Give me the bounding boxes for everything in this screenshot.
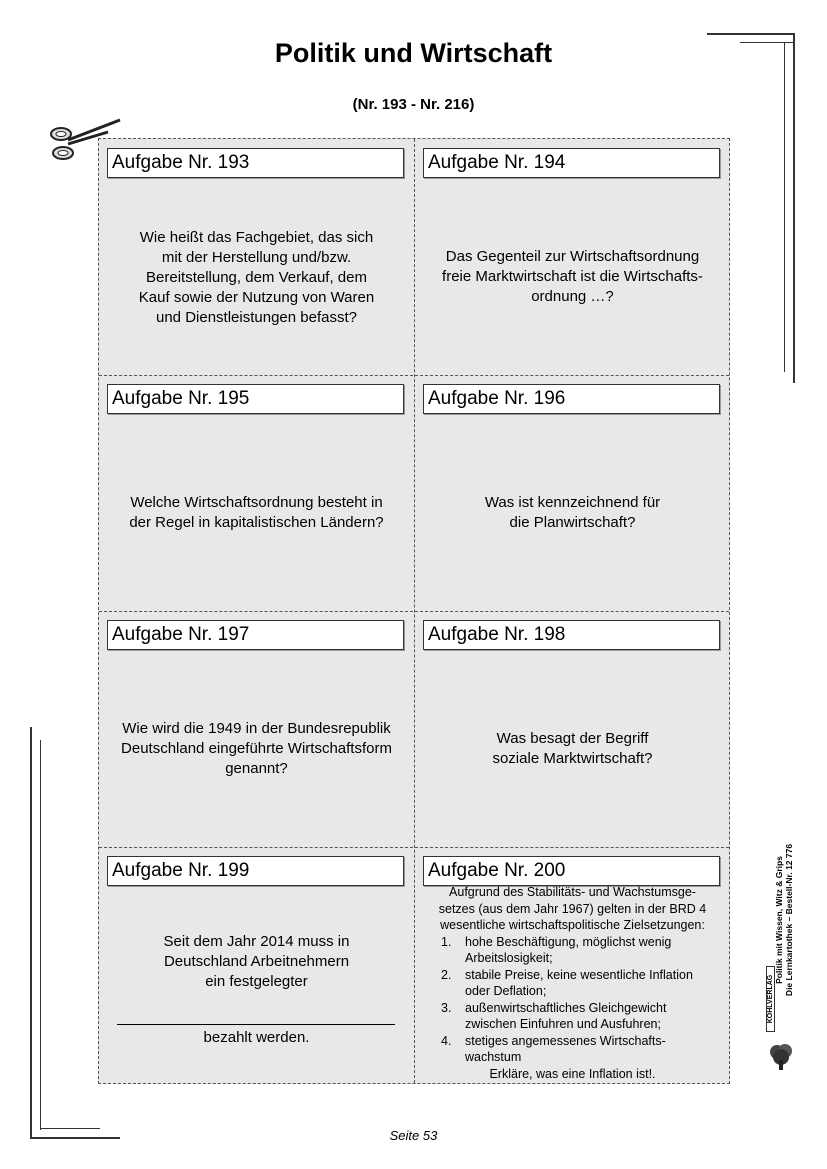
question-line: freie Marktwirtschaft ist die Wirtschafts- <box>442 268 703 285</box>
list-text: stetiges angemessenes Wirtschafts- <box>465 1033 666 1048</box>
list-item <box>419 934 726 967</box>
page-title: Politik und Wirtschaft <box>274 38 553 68</box>
question-line: soziale Marktwirtschaft? <box>492 750 653 767</box>
question-line: der Regel in kapitalistischen Ländern? <box>129 514 384 531</box>
card-label: Aufgabe Nr. 197 <box>107 620 404 650</box>
list-text: zwischen Einfuhren und Ausfuhren; <box>465 1017 661 1031</box>
question-line: mit der Herstellung und/bzw. <box>161 249 352 266</box>
intro-line: Aufgrund des Stabilitäts- und Wachstumsge- <box>449 885 696 899</box>
list-item <box>419 1000 726 1033</box>
question-line: Wie heißt das Fachgebiet, das sich <box>139 229 374 246</box>
question-line: Seit dem Jahr 2014 muss in <box>163 933 350 950</box>
card-label: Aufgabe Nr. 195 <box>107 384 404 414</box>
frame-line-left <box>30 727 32 1139</box>
list-number: 1. <box>441 934 452 949</box>
card-label: Aufgabe Nr. 193 <box>107 148 404 178</box>
card-label: Aufgabe Nr. 200 <box>423 856 720 886</box>
question-line: ein festgelegter <box>205 973 308 990</box>
list-number: 3. <box>441 1000 452 1015</box>
goals-list <box>419 934 726 1066</box>
card-199 <box>99 847 414 1083</box>
card-195 <box>99 375 414 611</box>
card-label: Aufgabe Nr. 196 <box>423 384 720 414</box>
card-question <box>415 493 730 533</box>
card-question <box>415 247 730 307</box>
card-question-end: bezahlt werden. <box>203 1029 310 1046</box>
question-line: ordnung …? <box>531 288 614 305</box>
card-question <box>99 493 414 533</box>
card-grid <box>98 138 730 1084</box>
publisher-name: KOHLVERLAG <box>766 966 775 1032</box>
card-question <box>99 932 414 992</box>
card-200 <box>415 847 730 1083</box>
intro-line: setzes (aus dem Jahr 1967) gelten in der BRD 4 <box>438 901 707 916</box>
question-line: Was besagt der Begriff <box>496 730 649 747</box>
page-subtitle: (Nr. 193 - Nr. 216) <box>352 96 475 113</box>
tree-logo-icon <box>768 1042 794 1072</box>
list-text: stabile Preise, keine wesentliche Inflation <box>465 967 693 982</box>
question-line: Deutschland eingeführte Wirtschaftsform <box>121 740 392 757</box>
page-number: Seite 53 <box>389 1128 438 1143</box>
question-closing: Erkläre, was eine Inflation ist!. <box>489 1066 656 1081</box>
frame-line-left-inner <box>40 740 41 1130</box>
card-label: Aufgabe Nr. 198 <box>423 620 720 650</box>
answer-blank-line <box>117 1024 395 1025</box>
list-item <box>419 1033 726 1066</box>
card-198 <box>415 611 730 847</box>
question-line: Kauf sowie der Nutzung von Waren <box>138 289 375 306</box>
question-intro <box>419 884 726 934</box>
sidebar-line: Die Lernkartothek – Bestell-Nr. 12 776 <box>784 843 794 997</box>
question-line: Wie wird die 1949 in der Bundesrepublik <box>122 720 391 737</box>
question-line: und Dienstleistungen befasst? <box>156 309 357 326</box>
card-question <box>419 884 726 1082</box>
question-line: Bereitstellung, dem Verkauf, dem <box>146 269 367 286</box>
frame-line-right-inner <box>784 42 785 372</box>
list-number: 4. <box>441 1033 452 1048</box>
list-text: außenwirtschaftliches Gleichgewicht <box>465 1000 667 1015</box>
question-line: Das Gegenteil zur Wirtschaftsordnung <box>445 248 700 265</box>
card-question <box>99 228 414 328</box>
list-item <box>419 967 726 1000</box>
question-line: genannt? <box>225 760 288 777</box>
intro-line: wesentliche wirtschaftspolitische Zielsetzungen: <box>440 918 705 932</box>
publisher-sidebar <box>764 820 808 1080</box>
card-194 <box>415 139 730 375</box>
frame-line-top <box>707 33 795 35</box>
list-text: Arbeitslosigkeit; <box>465 951 553 965</box>
list-number: 2. <box>441 967 452 982</box>
list-text: oder Deflation; <box>465 984 547 998</box>
frame-line-right <box>793 33 795 383</box>
question-line: Welche Wirtschaftsordnung besteht in <box>130 494 383 511</box>
card-label: Aufgabe Nr. 199 <box>107 856 404 886</box>
question-line: Was ist kennzeichnend für <box>484 494 661 511</box>
card-193 <box>99 139 414 375</box>
question-line: Deutschland Arbeitnehmern <box>163 953 350 970</box>
card-label: Aufgabe Nr. 194 <box>423 148 720 178</box>
card-196 <box>415 375 730 611</box>
sidebar-text <box>774 800 794 1040</box>
card-question <box>99 719 414 779</box>
sidebar-line: Politik mit Wissen, Witz & Grips <box>774 856 784 984</box>
card-197 <box>99 611 414 847</box>
list-text: wachstum <box>465 1050 522 1064</box>
question-line: die Planwirtschaft? <box>509 514 636 531</box>
card-question <box>415 729 730 769</box>
list-text: hohe Beschäftigung, möglichst wenig <box>465 934 672 949</box>
